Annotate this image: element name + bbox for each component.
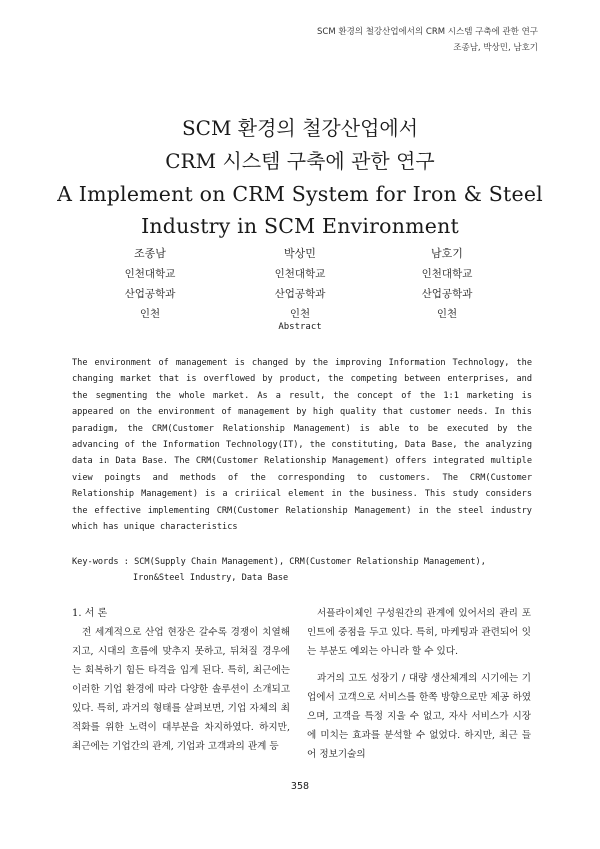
- abstract-heading: Abstract: [278, 322, 322, 332]
- author-affiliation: 인천대학교: [274, 268, 326, 280]
- body-paragraph: 서플라이체인 구성원간의 관계에 있어서의 관리 포인트에 중점을 두고 있다. 특히, 마케팅과 관련되어 잇는 부분도 예외는 아니라 할 수 있다.: [307, 608, 531, 657]
- body-paragraph: 전 세계적으로 산업 현장은 갈수록 경쟁이 치열해지고, 시대의 흐름에 맞추지 못하고, 뒤쳐질 경우에는 회복하기 힘든 타격을 입게 된다. 특히, 최근에는 이러한 기업 환경에 따라 다양한 솔루션이 소개되고 있다. 특히, 과거의 형태를 살펴보면, 기업 자체의 최적화를 위한 노력이 대부분을 차지하였다. 하지만, 최근에는 기업간의 관계, 기업과 고객과의 관계 등: [72, 627, 290, 752]
- author-name: 박상민: [284, 247, 316, 260]
- keywords-line2: Iron&Steel Industry, Data Base: [133, 573, 289, 584]
- running-header-authors: 조종남, 박상민, 남호기: [453, 43, 538, 53]
- keywords-line1: Key-words : SCM(Supply Chain Management), CRM(Customer Relationship Management),: [72, 557, 486, 567]
- page-number: 358: [290, 781, 310, 792]
- author-department: 산업공학과: [421, 288, 473, 300]
- running-header-title: SCM 환경의 철강산업에서의 CRM 시스템 구축에 관한 연구: [317, 27, 538, 37]
- author-block: [80, 244, 220, 324]
- title-korean-line1: SCM 환경의 철강산업에서: [181, 116, 419, 140]
- author-department: 산업공학과: [124, 288, 176, 300]
- author-department: 산업공학과: [274, 288, 326, 300]
- title-korean-line2: CRM 시스템 구축에 관한 연구: [165, 149, 435, 173]
- keywords: [72, 554, 542, 587]
- author-city: 인천: [289, 308, 311, 320]
- author-name: 남호기: [431, 247, 463, 260]
- title-block: [0, 112, 600, 242]
- author-block: [230, 244, 370, 324]
- section-heading: 1. 서 론: [72, 608, 108, 619]
- author-city: 인천: [436, 308, 458, 320]
- abstract-body: The environment of management is changed by the improving Information Technology, the changing market that is overflowed by product, the competing between enterprises, and the segmenting the whole market. As a result, the concept of the 1:1 marketing is appeared on the environment of management by high quality that customer needs. In this paradigm, the CRM(Customer Relationship Management) is able to be executed by the advancing of the Information Technology(IT), the constituting, Data Base, the analyzing data in Data Base. The CRM(Customer Relationship Management) offers integrated multiple view poingts and methods of the corresponding to customers. The CRM(Customer Relationship Management) is a cririical element in the business. This study considers the effective implementing CRM(Customer Relationship Management) in the steel industry which has unique characteristics: [72, 358, 532, 533]
- body-paragraph: 과거의 고도 성장기 / 대량 생산체계의 시기에는 기업에서 고객으로 서비스를 한쪽 방향으로만 제공 하였으며, 고객을 특정 지울 수 없고, 자사 서비스가 시장에 미치는 효과를 분석할 수 없었다. 하지만, 최근 들어 정보기술의: [307, 673, 531, 760]
- author-city: 인천: [139, 308, 161, 320]
- body-column-right: [307, 604, 531, 764]
- author-affiliation: 인천대학교: [124, 268, 176, 280]
- author-affiliation: 인천대학교: [421, 268, 473, 280]
- author-block: [377, 244, 517, 324]
- running-header: [317, 24, 538, 56]
- title-english-line2: Industry in SCM Environment: [141, 214, 459, 238]
- body-column-left: [72, 604, 290, 756]
- author-name: 조종남: [134, 247, 166, 260]
- title-english-line1: A Implement on CRM System for Iron & Steel: [57, 182, 543, 206]
